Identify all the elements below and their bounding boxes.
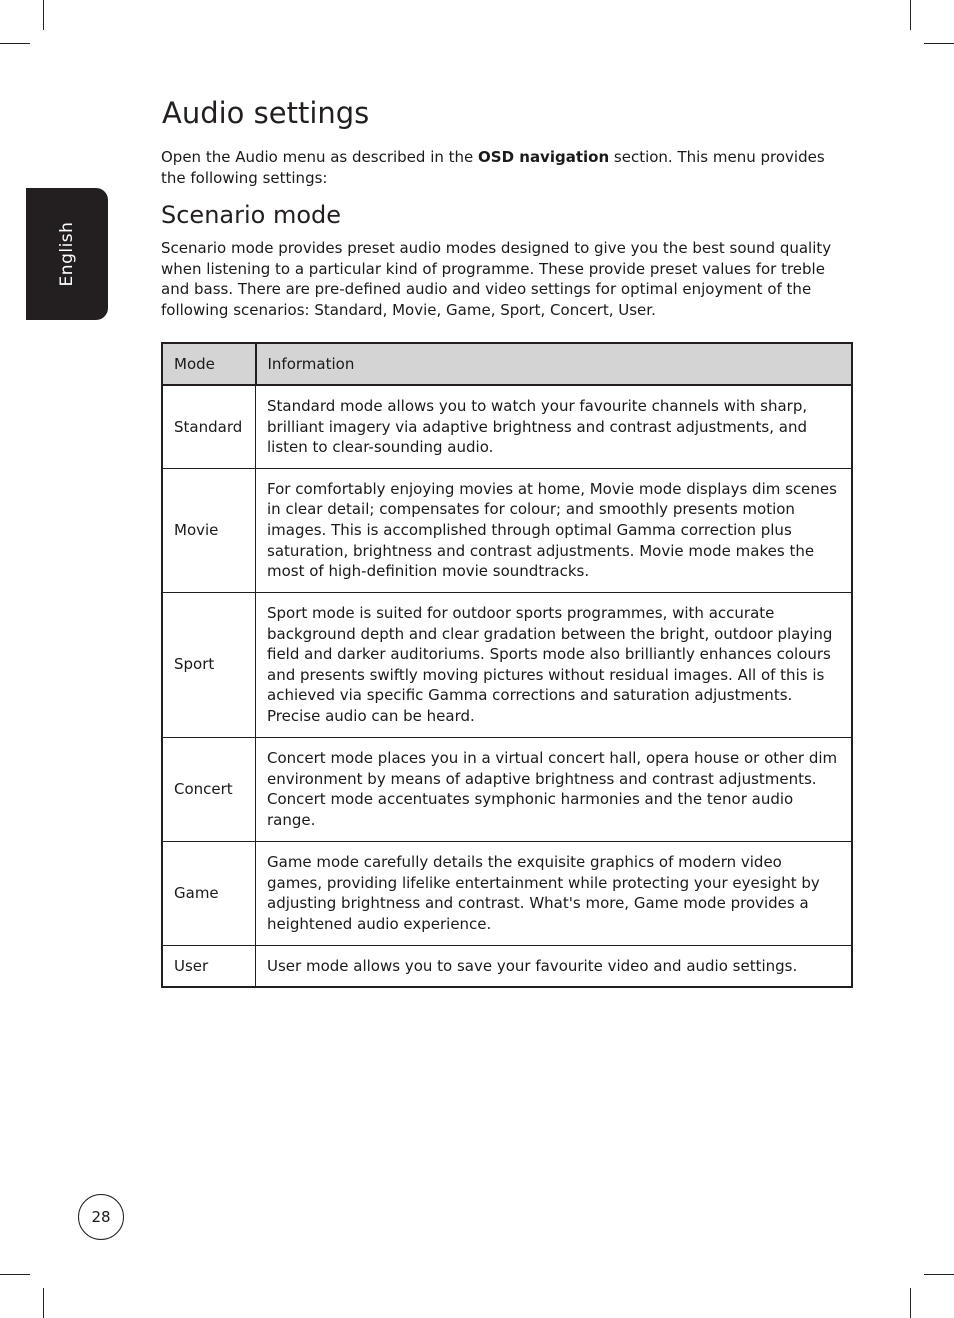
section-description: Scenario mode provides preset audio modes designed to give you the best sound quality when listening to a particular kind of programme. These provide preset values for treble and bass. There are pre-defined audio and video settings for optimal enjoyment of the following scenarios: Standard, Movie, Game, Sport, Concert, User.	[161, 239, 832, 319]
language-tab	[26, 188, 108, 320]
crop-mark	[924, 1274, 954, 1275]
column-header-information: Information	[256, 343, 853, 385]
column-header-mode: Mode	[162, 343, 256, 385]
table-row	[162, 841, 852, 945]
crop-mark	[910, 1288, 911, 1318]
info-cell: Game mode carefully details the exquisite graphics of modern video games, providing lifelike entertainment while protecting your eyesight by adjusting brightness and contrast. What's more, Game mode provides a heightened audio experience.	[256, 841, 853, 945]
intro-text-before: Open the Audio menu as described in the	[161, 148, 479, 166]
mode-cell: User	[162, 945, 256, 987]
crop-mark	[924, 43, 954, 44]
mode-cell: Concert	[162, 737, 256, 841]
crop-mark	[0, 1274, 30, 1275]
info-cell: For comfortably enjoying movies at home, Movie mode displays dim scenes in clear detail; compensates for colour; and smoothly presents motion images. This is accomplished through optimal Gamma correction plus saturation, brightness and contrast adjustments. Movie mode makes the most of high-definition movie soundtracks.	[256, 468, 853, 592]
page-number: 28	[78, 1194, 124, 1240]
table-row	[162, 737, 852, 841]
mode-cell: Standard	[162, 385, 256, 468]
mode-cell: Game	[162, 841, 256, 945]
language-tab-label: English	[57, 221, 77, 287]
mode-cell: Sport	[162, 592, 256, 737]
section-title: Scenario mode	[161, 201, 342, 229]
osd-navigation-reference: OSD navigation	[478, 148, 610, 166]
info-cell: Standard mode allows you to watch your favourite channels with sharp, brilliant imagery via adaptive brightness and contrast adjustments, and listen to clear-sounding audio.	[256, 385, 853, 468]
table-row	[162, 592, 852, 737]
info-cell: User mode allows you to save your favourite video and audio settings.	[256, 945, 853, 987]
crop-mark	[0, 43, 30, 44]
crop-mark	[43, 0, 44, 30]
table-row	[162, 945, 852, 987]
crop-mark	[43, 1288, 44, 1318]
intro-paragraph	[161, 147, 851, 189]
info-cell: Sport mode is suited for outdoor sports programmes, with accurate background depth and clear gradation between the bright, outdoor playing field and darker auditoriums. Sports mode also brilliantly enhances colours and presents swiftly moving pictures without residual images. All of this is achieved via specific Gamma corrections and saturation adjustments. Precise audio can be heard.	[256, 592, 853, 737]
table-header-row	[162, 343, 852, 385]
scenario-mode-table	[161, 342, 853, 988]
crop-mark	[910, 0, 911, 30]
info-cell: Concert mode places you in a virtual concert hall, opera house or other dim environment by means of adaptive brightness and contrast adjustments. Concert mode accentuates symphonic harmonies and the tenor audio range.	[256, 737, 853, 841]
table-row	[162, 385, 852, 468]
intro-text-after: section. This menu provides the following settings:	[161, 148, 825, 187]
table-row	[162, 468, 852, 592]
mode-cell: Movie	[162, 468, 256, 592]
page-title: Audio settings	[162, 96, 370, 130]
